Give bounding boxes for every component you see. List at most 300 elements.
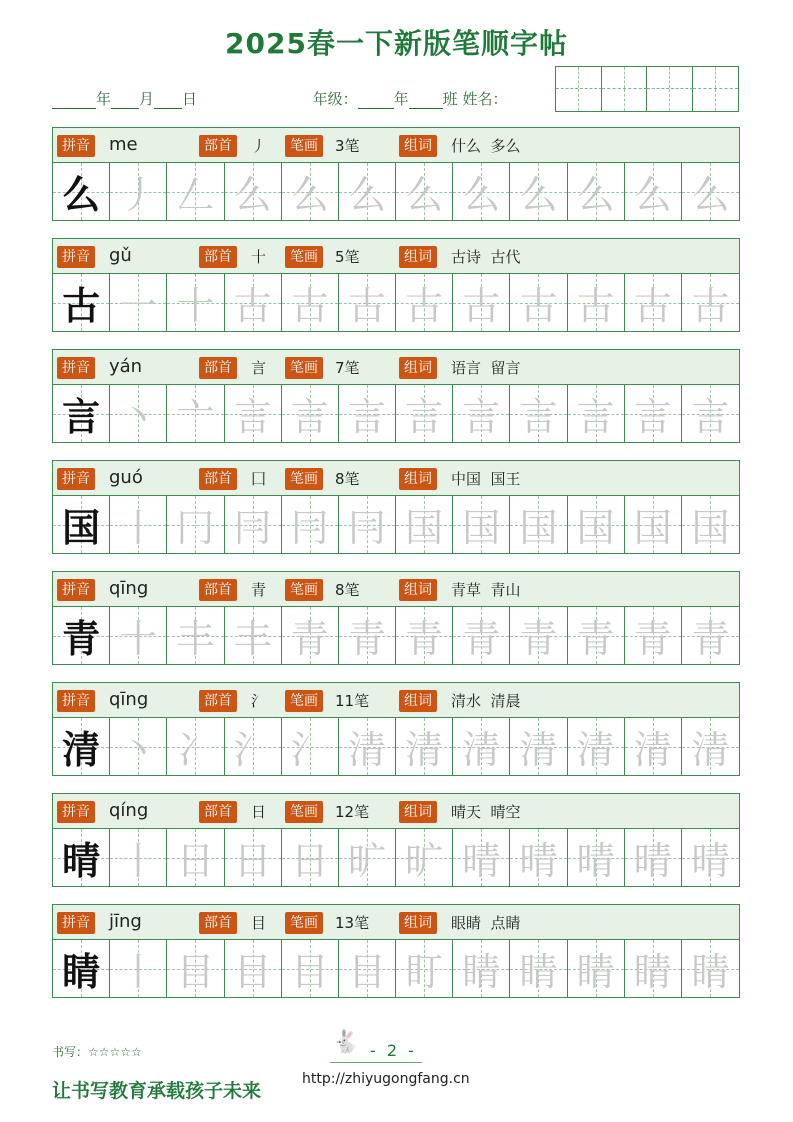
day-blank[interactable] — [154, 94, 182, 109]
character-info-header — [52, 793, 740, 829]
stroke-step-character: 旷 — [347, 839, 386, 883]
writing-grid — [52, 940, 740, 998]
stroke-step-character: 么 — [405, 173, 444, 217]
stroke-step-character: 古 — [347, 284, 386, 328]
stroke-step-character: 么 — [233, 173, 272, 217]
radical-tag: 部首 — [199, 135, 237, 157]
stroke-step-character: 国 — [633, 506, 672, 550]
pinyin-value: jīng — [109, 911, 142, 932]
model-character: 晴 — [62, 838, 101, 883]
stroke-step-character: 清 — [519, 728, 558, 772]
pinyin-tag: 拼音 — [57, 357, 95, 379]
radical-value: 青 — [251, 581, 267, 599]
stroke-step-character: 冃 — [347, 506, 386, 550]
character-info-header — [52, 127, 740, 163]
model-character: 睛 — [62, 949, 101, 994]
info-line — [52, 88, 507, 109]
stroke-order-cell[interactable] — [453, 607, 510, 664]
stroke-step-character: 十 — [119, 617, 158, 661]
stroke-order-cell[interactable] — [282, 940, 339, 997]
stroke-order-cell[interactable] — [225, 163, 282, 220]
stroke-order-cell[interactable] — [625, 718, 682, 775]
site-url: http://zhiyugongfang.cn — [302, 1071, 470, 1087]
stroke-order-cell[interactable] — [282, 274, 339, 331]
radical-value: 氵 — [251, 692, 267, 710]
stroke-step-character: 目 — [233, 950, 272, 994]
grade-blank[interactable] — [358, 94, 394, 109]
stroke-order-cell[interactable] — [510, 940, 567, 997]
stroke-step-character: 言 — [405, 395, 444, 439]
words-value: 古诗 古代 — [451, 248, 521, 266]
stroke-order-cell[interactable] — [510, 385, 567, 442]
stroke-step-character: 古 — [691, 284, 730, 328]
stroke-step-character: 古 — [405, 284, 444, 328]
stroke-step-character: 清 — [576, 728, 615, 772]
stroke-order-cell[interactable] — [396, 385, 453, 442]
stroke-step-character: 睛 — [691, 950, 730, 994]
stroke-step-character: 日 — [176, 839, 215, 883]
stroke-order-cell[interactable] — [110, 163, 167, 220]
radical-value: 丿 — [251, 137, 267, 155]
stroke-step-character: 日 — [290, 839, 329, 883]
stroke-order-cell[interactable] — [682, 829, 739, 886]
stroke-step-character: 冫 — [176, 728, 215, 772]
writing-grid — [52, 163, 740, 221]
character-section — [52, 238, 740, 332]
stroke-step-character: 国 — [576, 506, 615, 550]
stroke-order-cell[interactable] — [339, 607, 396, 664]
stroke-order-cell[interactable] — [282, 163, 339, 220]
writing-grid — [52, 496, 740, 554]
stroke-order-cell[interactable] — [339, 274, 396, 331]
stroke-step-character: 青 — [462, 617, 501, 661]
page-title: 2025春一下新版笔顺字帖 — [225, 27, 568, 60]
stroke-step-character: 丰 — [176, 617, 215, 661]
stroke-order-cell[interactable] — [339, 163, 396, 220]
stroke-step-character: 国 — [519, 506, 558, 550]
stroke-order-cell[interactable] — [167, 940, 224, 997]
stroke-order-cell[interactable] — [110, 940, 167, 997]
model-character-cell — [53, 718, 110, 775]
stroke-order-cell[interactable] — [682, 274, 739, 331]
stroke-order-cell[interactable] — [167, 163, 224, 220]
model-character: 国 — [62, 505, 101, 550]
stroke-order-cell[interactable] — [110, 385, 167, 442]
rabbit-icon: 🐇 — [332, 1030, 360, 1055]
writing-grid — [52, 385, 740, 443]
stroke-order-cell[interactable] — [568, 829, 625, 886]
radical-tag: 部首 — [199, 357, 237, 379]
stroke-order-cell[interactable] — [225, 718, 282, 775]
stroke-order-cell[interactable] — [282, 607, 339, 664]
stroke-step-character: 十 — [176, 284, 215, 328]
strokes-tag: 笔画 — [285, 801, 323, 823]
stroke-step-character: 丨 — [119, 839, 158, 883]
stroke-order-cell[interactable] — [568, 163, 625, 220]
stroke-order-cell[interactable] — [682, 718, 739, 775]
pinyin-tag: 拼音 — [57, 468, 95, 490]
pinyin-tag: 拼音 — [57, 690, 95, 712]
stroke-order-cell[interactable] — [625, 163, 682, 220]
stroke-order-cell[interactable] — [110, 718, 167, 775]
stroke-order-cell[interactable] — [167, 385, 224, 442]
stroke-step-character: 睛 — [462, 950, 501, 994]
stroke-step-character: 清 — [462, 728, 501, 772]
stroke-step-character: 丨 — [119, 506, 158, 550]
stroke-order-cell[interactable] — [339, 940, 396, 997]
stroke-order-cell[interactable] — [396, 496, 453, 553]
stroke-order-cell[interactable] — [510, 496, 567, 553]
stroke-step-character: 国 — [405, 506, 444, 550]
model-character: 古 — [62, 283, 101, 328]
words-value: 晴天 晴空 — [451, 803, 521, 821]
radical-value: 十 — [251, 248, 267, 266]
stroke-order-cell[interactable] — [510, 607, 567, 664]
radical-tag: 部首 — [199, 801, 237, 823]
stroke-order-cell[interactable] — [453, 274, 510, 331]
day-label: 日 — [182, 90, 198, 108]
stroke-order-cell[interactable] — [625, 274, 682, 331]
stroke-step-character: 目 — [290, 950, 329, 994]
stroke-step-character: 清 — [691, 728, 730, 772]
year-blank[interactable] — [52, 94, 96, 109]
stroke-order-cell[interactable] — [225, 829, 282, 886]
radical-value: 目 — [251, 914, 267, 932]
grade-label: 年级： — [312, 90, 358, 108]
pinyin-tag: 拼音 — [57, 912, 95, 934]
writing-grid — [52, 607, 740, 665]
words-value: 什么 多么 — [451, 137, 521, 155]
strokes-value: 5笔 — [335, 248, 360, 266]
model-character-cell — [53, 829, 110, 886]
strokes-tag: 笔画 — [285, 135, 323, 157]
character-section — [52, 571, 740, 665]
stroke-step-character: 古 — [290, 284, 329, 328]
stroke-step-character: 青 — [347, 617, 386, 661]
character-info-header — [52, 349, 740, 385]
stroke-step-character: 晴 — [576, 839, 615, 883]
character-section — [52, 904, 740, 998]
stroke-order-cell[interactable] — [110, 829, 167, 886]
stroke-step-character: 青 — [519, 617, 558, 661]
stroke-order-cell[interactable] — [453, 163, 510, 220]
model-character-cell — [53, 385, 110, 442]
stroke-order-cell[interactable] — [282, 718, 339, 775]
stroke-step-character: 么 — [576, 173, 615, 217]
stroke-order-cell[interactable] — [453, 940, 510, 997]
stroke-step-character: 么 — [347, 173, 386, 217]
stroke-order-cell[interactable] — [282, 829, 339, 886]
stroke-order-cell[interactable] — [625, 829, 682, 886]
stroke-order-cell[interactable] — [625, 940, 682, 997]
stroke-order-cell[interactable] — [568, 940, 625, 997]
radical-tag: 部首 — [199, 579, 237, 601]
words-value: 眼睛 点睛 — [451, 914, 521, 932]
words-value: 语言 留言 — [451, 359, 521, 377]
stroke-step-character: 睛 — [633, 950, 672, 994]
stroke-step-character: 国 — [691, 506, 730, 550]
stroke-step-character: 青 — [691, 617, 730, 661]
stroke-order-cell[interactable] — [167, 274, 224, 331]
stroke-step-character: 青 — [290, 617, 329, 661]
stroke-step-character: 冂 — [176, 506, 215, 550]
stroke-step-character: 丿 — [119, 173, 158, 217]
grade-year-label: 年 — [393, 90, 409, 108]
stroke-step-character: 清 — [405, 728, 444, 772]
stroke-step-character: 么 — [462, 173, 501, 217]
stroke-step-character: 氵 — [290, 728, 329, 772]
stroke-order-cell[interactable] — [110, 274, 167, 331]
year-label: 年 — [96, 90, 112, 108]
words-tag: 组词 — [399, 468, 437, 490]
class-label: 班 — [442, 90, 458, 108]
strokes-value: 13笔 — [335, 914, 370, 932]
character-section — [52, 460, 740, 554]
stroke-order-cell[interactable] — [339, 718, 396, 775]
stroke-order-cell[interactable] — [110, 496, 167, 553]
stroke-order-cell[interactable] — [167, 829, 224, 886]
words-tag: 组词 — [399, 801, 437, 823]
stroke-order-cell[interactable] — [396, 718, 453, 775]
stroke-order-cell[interactable] — [225, 940, 282, 997]
stroke-step-character: 旷 — [405, 839, 444, 883]
stroke-step-character: 古 — [519, 284, 558, 328]
strokes-value: 3笔 — [335, 137, 360, 155]
pinyin-value: me — [109, 134, 138, 155]
writing-grid — [52, 718, 740, 776]
stroke-step-character: 盯 — [405, 950, 444, 994]
stroke-step-character: 么 — [691, 173, 730, 217]
model-character-cell — [53, 274, 110, 331]
words-value: 清水 清晨 — [451, 692, 521, 710]
stroke-order-cell[interactable] — [225, 607, 282, 664]
stroke-order-cell[interactable] — [510, 829, 567, 886]
strokes-tag: 笔画 — [285, 357, 323, 379]
words-tag: 组词 — [399, 246, 437, 268]
class-blank[interactable] — [409, 94, 443, 109]
stroke-step-character: 丶 — [119, 395, 158, 439]
character-info-header — [52, 571, 740, 607]
stroke-order-cell[interactable] — [339, 829, 396, 886]
stroke-step-character: 么 — [290, 173, 329, 217]
stroke-step-character: 古 — [576, 284, 615, 328]
stroke-step-character: 言 — [347, 395, 386, 439]
stroke-order-cell[interactable] — [682, 385, 739, 442]
stroke-step-character: 言 — [290, 395, 329, 439]
radical-tag: 部首 — [199, 468, 237, 490]
pinyin-value: gǔ — [109, 245, 132, 266]
name-grid[interactable] — [555, 66, 739, 112]
stroke-order-cell[interactable] — [282, 496, 339, 553]
page-divider — [330, 1062, 422, 1063]
stroke-step-character: 言 — [519, 395, 558, 439]
stroke-step-character: 清 — [347, 728, 386, 772]
stroke-step-character: 青 — [576, 617, 615, 661]
model-character-cell — [53, 607, 110, 664]
stroke-order-cell[interactable] — [510, 718, 567, 775]
strokes-tag: 笔画 — [285, 912, 323, 934]
stroke-order-cell[interactable] — [339, 496, 396, 553]
strokes-tag: 笔画 — [285, 468, 323, 490]
pinyin-value: qíng — [109, 800, 149, 821]
stroke-step-character: 晴 — [691, 839, 730, 883]
stroke-step-character: 氵 — [233, 728, 272, 772]
stroke-step-character: 目 — [176, 950, 215, 994]
stroke-order-cell[interactable] — [453, 496, 510, 553]
stroke-order-cell[interactable] — [225, 496, 282, 553]
stroke-order-cell[interactable] — [396, 274, 453, 331]
radical-tag: 部首 — [199, 246, 237, 268]
slogan: 让书写教育承载孩子未来 — [52, 1080, 262, 1102]
stroke-step-character: 清 — [633, 728, 672, 772]
stroke-step-character: 冃 — [290, 506, 329, 550]
model-character: 清 — [62, 727, 101, 772]
stroke-step-character: 古 — [633, 284, 672, 328]
stroke-step-character: 晴 — [633, 839, 672, 883]
strokes-value: 8笔 — [335, 470, 360, 488]
stroke-order-cell[interactable] — [510, 274, 567, 331]
stroke-step-character: 言 — [691, 395, 730, 439]
stroke-order-cell[interactable] — [167, 607, 224, 664]
stroke-order-cell[interactable] — [625, 385, 682, 442]
stroke-order-cell[interactable] — [568, 496, 625, 553]
pinyin-value: yán — [109, 356, 143, 377]
stroke-step-character: 一 — [119, 284, 158, 328]
rating-stars: 书写：☆☆☆☆☆ — [52, 1045, 142, 1059]
stroke-order-cell[interactable] — [167, 496, 224, 553]
stroke-order-cell[interactable] — [453, 385, 510, 442]
stroke-step-character: 睛 — [519, 950, 558, 994]
character-section — [52, 127, 740, 221]
character-section — [52, 793, 740, 887]
stroke-step-character: 么 — [519, 173, 558, 217]
pinyin-tag: 拼音 — [57, 579, 95, 601]
month-label: 月 — [139, 90, 155, 108]
stroke-order-cell[interactable] — [225, 274, 282, 331]
stroke-order-cell[interactable] — [396, 940, 453, 997]
stroke-order-cell[interactable] — [282, 385, 339, 442]
radical-tag: 部首 — [199, 912, 237, 934]
stroke-order-cell[interactable] — [225, 385, 282, 442]
stroke-order-cell[interactable] — [568, 385, 625, 442]
words-value: 中国 国王 — [451, 470, 521, 488]
character-info-header — [52, 682, 740, 718]
strokes-value: 12笔 — [335, 803, 370, 821]
character-section — [52, 682, 740, 776]
stroke-order-cell[interactable] — [568, 718, 625, 775]
page-number: - 2 - — [370, 1041, 417, 1060]
stroke-step-character: 国 — [462, 506, 501, 550]
model-character-cell — [53, 940, 110, 997]
stroke-step-character: 么 — [633, 173, 672, 217]
stroke-step-character: 丨 — [119, 950, 158, 994]
words-tag: 组词 — [399, 579, 437, 601]
pinyin-tag: 拼音 — [57, 801, 95, 823]
strokes-tag: 笔画 — [285, 690, 323, 712]
model-character-cell — [53, 163, 110, 220]
stroke-step-character: 晴 — [519, 839, 558, 883]
stroke-step-character: 丶 — [119, 728, 158, 772]
stroke-step-character: 目 — [347, 950, 386, 994]
stroke-order-cell[interactable] — [396, 829, 453, 886]
strokes-value: 11笔 — [335, 692, 370, 710]
stroke-step-character: 言 — [576, 395, 615, 439]
character-info-header — [52, 460, 740, 496]
model-character: 言 — [62, 394, 101, 439]
stroke-order-cell[interactable] — [339, 385, 396, 442]
words-value: 青草 青山 — [451, 581, 521, 599]
name-label: 姓名： — [462, 90, 508, 108]
radical-tag: 部首 — [199, 690, 237, 712]
stroke-order-cell[interactable] — [396, 607, 453, 664]
stroke-order-cell[interactable] — [682, 940, 739, 997]
writing-grid — [52, 829, 740, 887]
pinyin-value: guó — [109, 467, 143, 488]
stroke-step-character: 亠 — [176, 395, 215, 439]
pinyin-value: qīng — [109, 689, 149, 710]
strokes-tag: 笔画 — [285, 246, 323, 268]
pinyin-value: qīng — [109, 578, 149, 599]
stroke-step-character: 言 — [462, 395, 501, 439]
strokes-value: 8笔 — [335, 581, 360, 599]
stroke-order-cell[interactable] — [510, 163, 567, 220]
pinyin-tag: 拼音 — [57, 246, 95, 268]
character-info-header — [52, 904, 740, 940]
radical-value: 日 — [251, 803, 267, 821]
stroke-step-character: 言 — [233, 395, 272, 439]
words-tag: 组词 — [399, 690, 437, 712]
month-blank[interactable] — [111, 94, 139, 109]
stroke-step-character: 丰 — [233, 617, 272, 661]
stroke-order-cell[interactable] — [682, 607, 739, 664]
strokes-tag: 笔画 — [285, 579, 323, 601]
model-character: 青 — [62, 616, 101, 661]
model-character-cell — [53, 496, 110, 553]
words-tag: 组词 — [399, 357, 437, 379]
stroke-order-cell[interactable] — [568, 607, 625, 664]
stroke-order-cell[interactable] — [396, 163, 453, 220]
stroke-step-character: 𠃋 — [176, 173, 215, 217]
stroke-step-character: 青 — [633, 617, 672, 661]
stroke-step-character: 古 — [233, 284, 272, 328]
strokes-value: 7笔 — [335, 359, 360, 377]
stroke-step-character: 日 — [233, 839, 272, 883]
words-tag: 组词 — [399, 912, 437, 934]
stroke-order-cell[interactable] — [568, 274, 625, 331]
stroke-order-cell[interactable] — [110, 607, 167, 664]
radical-value: 囗 — [251, 470, 267, 488]
stroke-step-character: 睛 — [576, 950, 615, 994]
words-tag: 组词 — [399, 135, 437, 157]
stroke-order-cell[interactable] — [682, 496, 739, 553]
stroke-step-character: 冃 — [233, 506, 272, 550]
stroke-step-character: 古 — [462, 284, 501, 328]
stroke-order-cell[interactable] — [625, 496, 682, 553]
stroke-order-cell[interactable] — [453, 829, 510, 886]
stroke-order-cell[interactable] — [453, 718, 510, 775]
stroke-step-character: 青 — [405, 617, 444, 661]
writing-grid — [52, 274, 740, 332]
radical-value: 言 — [251, 359, 267, 377]
pinyin-tag: 拼音 — [57, 135, 95, 157]
character-section — [52, 349, 740, 443]
stroke-order-cell[interactable] — [682, 163, 739, 220]
stroke-step-character: 晴 — [462, 839, 501, 883]
stroke-step-character: 言 — [633, 395, 672, 439]
stroke-order-cell[interactable] — [625, 607, 682, 664]
stroke-order-cell[interactable] — [167, 718, 224, 775]
character-info-header — [52, 238, 740, 274]
